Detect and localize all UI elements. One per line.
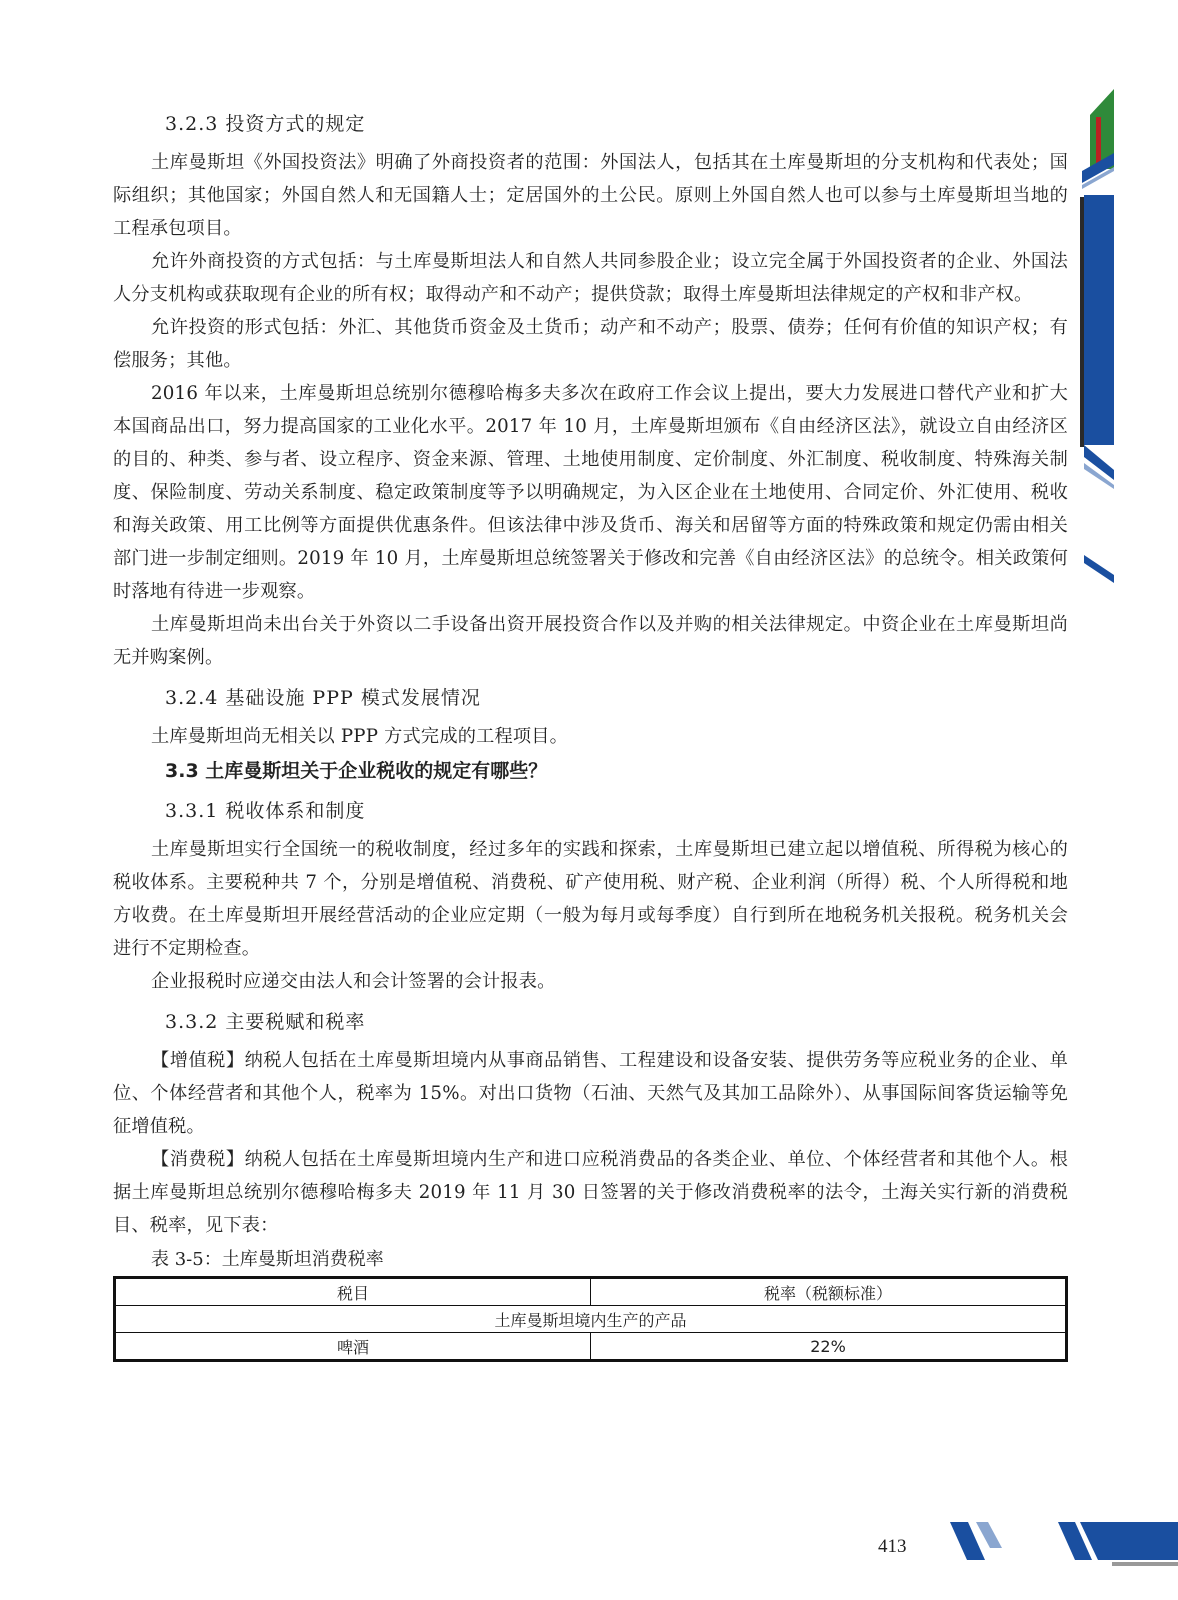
paragraph: 【增值税】纳税人包括在土库曼斯坦境内从事商品销售、工程建设和设备安装、提供劳务等应税业务的企业、单位、个体经营者和其他个人，税率为 15%。对出口货物（石油、天然气及其加工品除外）、从事国际间客货运输等免征增值税。 (113, 1050, 1068, 1137)
paragraph: 土库曼斯坦尚无相关以 PPP 方式完成的工程项目。 (151, 726, 569, 747)
section-heading-3-3-2: 3.3.2 主要税赋和税率 (165, 1011, 366, 1033)
column-header-rate: 税率（税额标准） (591, 1278, 1067, 1306)
table-row (115, 1333, 1067, 1361)
corner-stripe-decoration (940, 1522, 1178, 1572)
page-number: 413 (878, 1536, 907, 1557)
paragraph: 【消费税】纳税人包括在土库曼斯坦境内生产和进口应税消费品的各类企业、单位、个体经营者和其他个人。根据土库曼斯坦总统别尔德穆哈梅多夫 2019 年 11 月 30 日签署的关于修改消费税率的法令，土海关实行新的消费税目、税率，见下表： (113, 1149, 1068, 1236)
table-group-label: 土库曼斯坦境内生产的产品 (115, 1306, 1067, 1333)
section-heading-3-3: 3.3 土库曼斯坦关于企业税收的规定有哪些？ (165, 760, 548, 782)
paragraph: 土库曼斯坦实行全国统一的税收制度，经过多年的实践和探索，土库曼斯坦已建立起以增值税、所得税为核心的税收体系。主要税种共 7 个，分别是增值税、消费税、矿产使用税、财产税、企业利润（所得）税、个人所得税和地方收费。在土库曼斯坦开展经营活动的企业应定期（一般为每月或每季度）自行到所在地税务机关报税。税务机关会进行不定期检查。 (113, 839, 1068, 959)
section-heading-3-3-1: 3.3.1 税收体系和制度 (165, 800, 366, 822)
paragraph: 2016 年以来，土库曼斯坦总统别尔德穆哈梅多夫多次在政府工作会议上提出，要大力发展进口替代产业和扩大本国商品出口，努力提高国家的工业化水平。2017 年 10 月，土库曼斯坦颁布《自由经济区法》，就设立自由经济区的目的、种类、参与者、设立程序、资金来源、管理、土地使用制度、定价制度、外汇制度、税收制度、特殊海关制度、保险制度、劳动关系制度、稳定政策制度等予以明确规定，为入区企业在土地使用、合同定价、外汇使用、税收和海关政策、用工比例等方面提供优惠条件。但该法律中涉及货币、海关和居留等方面的特殊政策和规定仍需由相关部门进一步制定细则。2019 年 10 月，土库曼斯坦总统签署关于修改和完善《自由经济区法》的总统令。相关政策何时落地有待进一步观察。 (113, 383, 1068, 602)
column-header-item: 税目 (115, 1278, 591, 1306)
paragraph: 土库曼斯坦《外国投资法》明确了外商投资者的范围：外国法人，包括其在土库曼斯坦的分支机构和代表处；国际组织；其他国家；外国自然人和无国籍人士；定居国外的土公民。原则上外国自然人也可以参与土库曼斯坦当地的工程承包项目。 (113, 152, 1068, 239)
section-heading-3-2-4: 3.2.4 基础设施 PPP 模式发展情况 (165, 687, 481, 709)
section-heading-3-2-3: 3.2.3 投资方式的规定 (165, 113, 366, 135)
paragraph: 允许投资的形式包括：外汇、其他货币资金及土货币；动产和不动产；股票、债券；任何有价值的知识产权；有偿服务；其他。 (113, 317, 1068, 371)
consumption-tax-table (113, 1276, 1068, 1362)
table-caption: 表 3-5：土库曼斯坦消费税率 (151, 1249, 384, 1270)
page-body (113, 100, 1068, 1362)
side-ribbon-decoration (1078, 85, 1178, 585)
table-cell-rate: 22% (591, 1333, 1067, 1361)
table-group-row (115, 1306, 1067, 1333)
paragraph: 土库曼斯坦尚未出台关于外资以二手设备出资开展投资合作以及并购的相关法律规定。中资企业在土库曼斯坦尚无并购案例。 (113, 614, 1068, 668)
paragraph: 企业报税时应递交由法人和会计签署的会计报表。 (151, 971, 556, 992)
table-header-row (115, 1278, 1067, 1306)
table-cell-item: 啤酒 (115, 1333, 591, 1361)
paragraph: 允许外商投资的方式包括：与土库曼斯坦法人和自然人共同参股企业；设立完全属于外国投资者的企业、外国法人分支机构或获取现有企业的所有权；取得动产和不动产；提供贷款；取得土库曼斯坦法律规定的产权和非产权。 (113, 251, 1068, 305)
